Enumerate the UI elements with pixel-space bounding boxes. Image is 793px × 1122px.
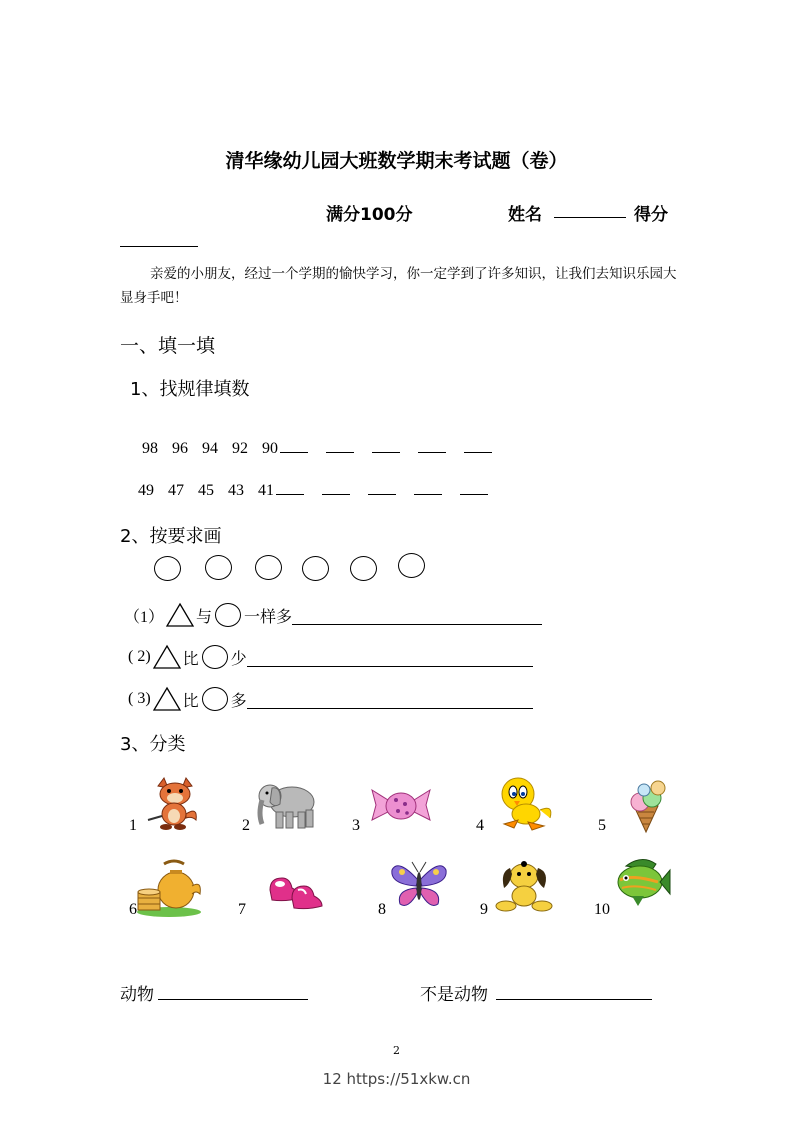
elephant-icon: [256, 778, 318, 832]
item-condition: 一样多: [244, 606, 293, 626]
item-index: ( 2): [128, 648, 151, 665]
circle-shape: [302, 556, 329, 581]
item-condition: 多: [230, 690, 247, 710]
circle-shape: [398, 553, 425, 578]
triangle-icon: [165, 602, 195, 628]
circle-icon: [202, 687, 228, 711]
q3-heading: 3、分类: [120, 734, 186, 755]
draw-answer-line[interactable]: [247, 648, 533, 667]
animal-label: 动物: [120, 985, 154, 1005]
seq-blank[interactable]: [372, 440, 400, 453]
seq-number: 94: [202, 440, 218, 457]
item-number: 1: [129, 817, 137, 834]
seq-number: 47: [168, 482, 184, 499]
shoes-icon: [266, 870, 328, 912]
animal-answer-line[interactable]: [158, 982, 308, 1000]
dog-icon: [492, 858, 554, 914]
seq-number: 92: [232, 440, 248, 457]
page-title: 清华缘幼儿园大班数学期末考试题（卷）: [225, 150, 568, 172]
not-animal-answer-line[interactable]: [496, 982, 652, 1000]
circle-icon: [215, 603, 241, 627]
seq-blank[interactable]: [280, 440, 308, 453]
seq-number: 96: [172, 440, 188, 457]
item-number: 5: [598, 817, 606, 834]
q1-heading: 1、找规律填数: [130, 379, 250, 400]
full-score-label: 满分100分: [326, 205, 413, 225]
circle-shape: [154, 556, 181, 581]
chick-icon: [492, 774, 558, 834]
circle-shape: [255, 555, 282, 580]
name-label: 姓名: [508, 205, 542, 225]
item-index: ( 3): [128, 690, 151, 707]
seq-blank[interactable]: [326, 440, 354, 453]
item-number: 9: [480, 901, 488, 918]
triangle-icon: [152, 686, 182, 712]
item-number: 6: [129, 901, 137, 918]
seq-number: 43: [228, 482, 244, 499]
draw-item-2: [128, 643, 533, 671]
score-blank[interactable]: [120, 232, 198, 247]
circle-icon: [202, 645, 228, 669]
q2-heading: 2、按要求画: [120, 526, 222, 547]
seq-blank[interactable]: [368, 482, 396, 495]
item-number: 2: [242, 817, 250, 834]
seq-number: 49: [138, 482, 154, 499]
seq-blank[interactable]: [460, 482, 488, 495]
teapot-icon: [134, 858, 204, 918]
name-blank[interactable]: [554, 203, 626, 218]
item-number: 4: [476, 817, 484, 834]
seq-number: 90: [262, 440, 278, 457]
butterfly-icon: [388, 860, 450, 912]
item-relation: 与: [196, 606, 213, 626]
item-number: 8: [378, 901, 386, 918]
seq-blank[interactable]: [414, 482, 442, 495]
item-number: 3: [352, 817, 360, 834]
item-index: （1）: [124, 608, 165, 626]
item-number: 10: [594, 901, 610, 918]
section1-heading: 一、填一填: [120, 335, 216, 357]
seq-number: 41: [258, 482, 274, 499]
fish-icon: [612, 854, 672, 910]
candy-icon: [368, 784, 434, 826]
circle-shape: [205, 555, 232, 580]
draw-item-3: [128, 685, 533, 713]
ice-cream-icon: [620, 778, 672, 834]
item-relation: 比: [182, 690, 199, 710]
seq-number: 45: [198, 482, 214, 499]
item-relation: 比: [182, 648, 199, 668]
intro-content: 亲爱的小朋友，经过一个学期的愉快学习，你一定学到了许多知识，让我们去知识乐园大显身手吧！: [120, 266, 677, 306]
score-label: 得分: [634, 205, 668, 225]
circle-shape: [350, 556, 377, 581]
sequence-row-1: [142, 440, 492, 458]
seq-blank[interactable]: [276, 482, 304, 495]
seq-blank[interactable]: [322, 482, 350, 495]
seq-blank[interactable]: [464, 440, 492, 453]
triangle-icon: [152, 644, 182, 670]
not-animal-label: 不是动物: [420, 985, 488, 1005]
sequence-row-2: [138, 482, 488, 500]
intro-text: [120, 262, 680, 310]
draw-answer-line[interactable]: [247, 690, 533, 709]
draw-item-1: [124, 601, 542, 629]
page-number: 2: [393, 1044, 400, 1057]
watermark: 12 https://51xkw.cn: [322, 1070, 471, 1088]
draw-answer-line[interactable]: [292, 606, 542, 625]
seq-blank[interactable]: [418, 440, 446, 453]
item-number: 7: [238, 901, 246, 918]
fox-icon: [146, 776, 202, 832]
seq-number: 98: [142, 440, 158, 457]
item-condition: 少: [230, 648, 247, 668]
